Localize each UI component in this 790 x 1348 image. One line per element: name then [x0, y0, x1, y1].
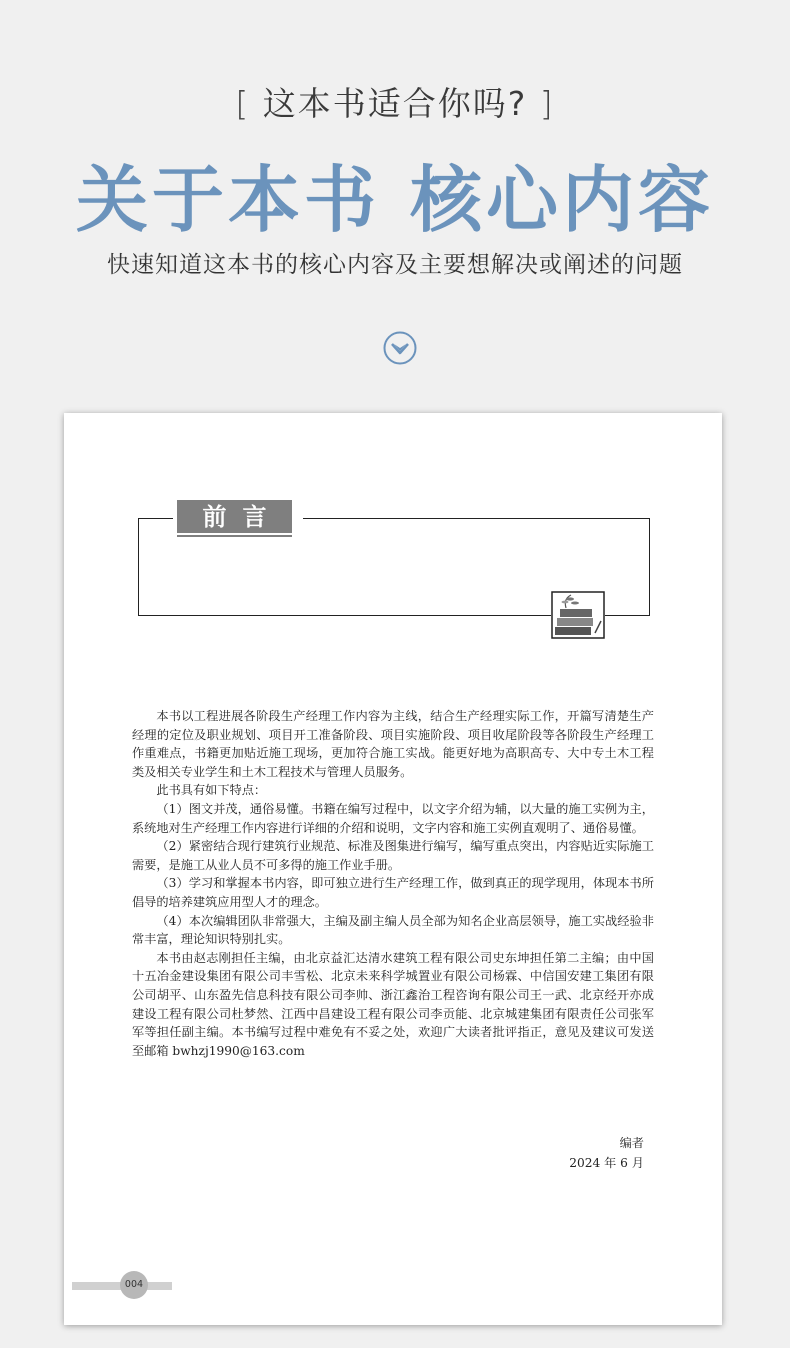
preface-title-underline — [177, 535, 292, 537]
preface-paragraph: （1）图文并茂，通俗易懂。书籍在编写过程中，以文字介绍为辅，以大量的施工实例为主，系统地对生产经理工作内容进行详细的介绍和说明，文字内容和施工实例直观明了、通俗易懂。 — [132, 801, 654, 835]
preface-paragraph: 本书以工程进展各阶段生产经理工作内容为主线，结合生产经理实际工作，开篇写清楚生产经理的定位及职业规划、项目开工准备阶段、项目实施阶段、项目收尾阶段等各阶段生产经理工作重难点，书籍更加贴近施工现场，更加符合施工实战。能更好地为高职高专、大中专土木工程类及相关专业学生和土木工程技术与管理人员服务。 — [132, 709, 654, 779]
preface-paragraph: （2）紧密结合现行建筑行业规范、标准及图集进行编写，编写重点突出，内容贴近实际施工需要，是施工从业人员不可多得的施工作业手册。 — [132, 839, 654, 872]
books-stack-icon — [551, 591, 605, 639]
signoff-author: 编者 — [619, 1136, 644, 1150]
preface-paragraph: （4）本次编辑团队非常强大，主编及副主编人员全部为知名企业高层领导，施工实战经验非常丰富，理论知识特别扎实。 — [132, 913, 654, 947]
signoff-date: 2024 年 6 月 — [569, 1156, 644, 1170]
book-page — [64, 413, 722, 1325]
page-number: 004 — [120, 1271, 148, 1299]
page-subline: 快速知道这本书的核心内容及主要想解决或阐述的问题 — [107, 252, 683, 278]
preface-body — [132, 707, 654, 1060]
preface-paragraph: （3）学习和掌握本书内容，即可独立进行生产经理工作，做到真正的现学现用，体现本书所倡导的培养建筑应用型人才的理念。 — [132, 876, 654, 909]
kicker-bracket-open: [ — [235, 84, 251, 123]
preface-title: 前言 — [177, 500, 292, 533]
headline-part2: 核心内容 — [410, 157, 715, 242]
headline-part1: 关于本书 — [75, 157, 380, 242]
chevron-down-circle-icon — [383, 331, 417, 365]
preface-paragraph: 此书具有如下特点： — [156, 783, 267, 798]
page-headline — [0, 142, 790, 246]
kicker-text: 这本书适合你吗? — [262, 84, 528, 123]
preface-paragraph: 本书由赵志刚担任主编，由北京益汇达清水建筑工程有限公司史东坤担任第二主编；由中国十五冶金建设集团有限公司丰雪松、北京未来科学城置业有限公司杨霖、中信国安建工集团有限公司胡平、山东盈先信息科技有限公司李帅、浙江鑫治工程咨询有限公司王一武、北京经开亦成建设工程有限公司杜梦然、江西中昌建设工程有限公司李贡能、北京城建集团有限责任公司张军军等担任副主编。本书编写过程中难免有不妥之处，欢迎广大读者批评指正，意见及建议可发送至邮箱 bwhzj1990@163.com — [132, 950, 654, 1058]
kicker-bracket-close: ] — [539, 84, 555, 123]
signoff — [569, 1133, 644, 1173]
header-kicker — [0, 78, 790, 125]
